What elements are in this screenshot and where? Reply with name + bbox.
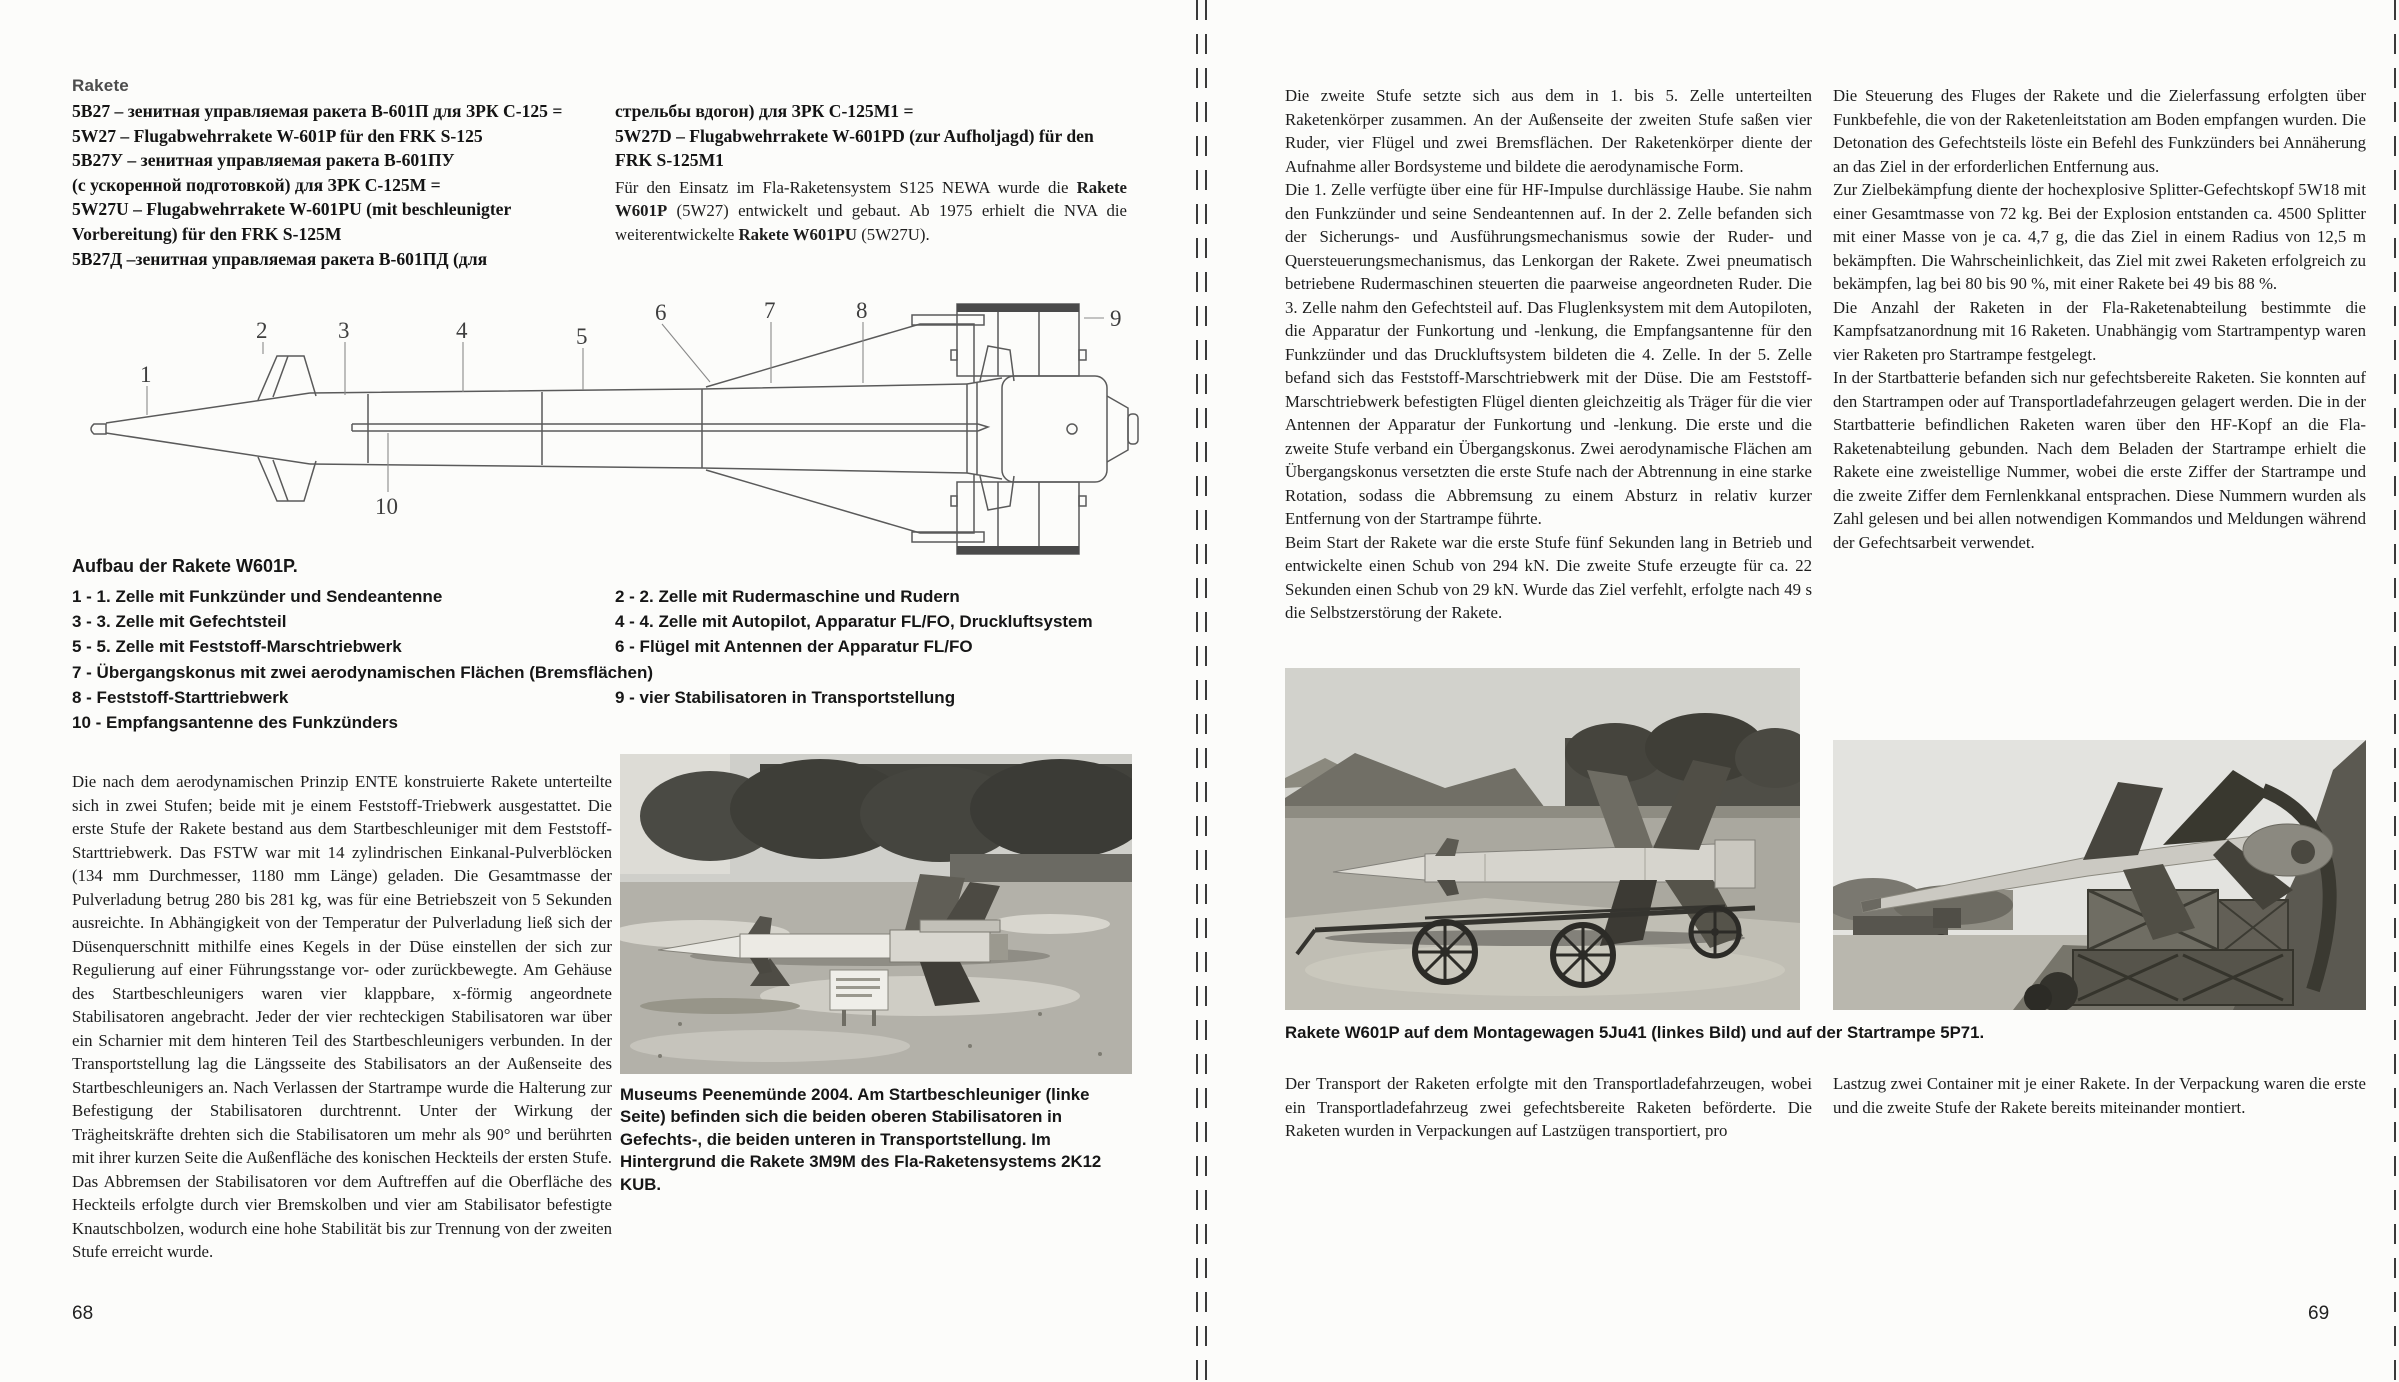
designation-line: 5W27D – Flugabwehrrakete W-601PD (zur Aufholjagd) für den: [615, 125, 1094, 146]
diagram-callout: 6: [655, 300, 667, 325]
diagram-callout: 1: [140, 362, 152, 387]
aufbau-item: 8 - Feststoff-Starttriebwerk: [72, 687, 289, 707]
designation-column-2: [615, 99, 1127, 246]
diagram-callout: 5: [576, 324, 588, 349]
right-column-1: [1285, 84, 1812, 625]
bottom-left-text: Der Transport der Raketen erfolgte mit den Transportladefahrzeugen, wobei ein Transportladefahrzeug zwei gefechtsbereite Raketen beförderte. Die Raketen wurden in Verpackungen auf Lastzügen transportiert, pro: [1285, 1074, 1812, 1140]
museum-photo-art: [620, 754, 1132, 1074]
aufbau-item: 10 - Empfangsantenne des Funkzünders: [72, 713, 398, 733]
diagram-callout: 2: [256, 318, 268, 343]
body-text: Die nach dem aerodynamischen Prinzip ENTE konstruierte Rakete unterteilte sich in zwei Stufen; beide mit je einem Feststoff-Triebwerk ausgestattet. Die erste Stufe der Rakete bestand aus dem Startbeschleuniger mit dem Feststoff-Starttriebwerk. Das FSTW war mit 14 zylindrischen Einkanal-Pulverblöcken (134 mm Durchmesser, 1180 mm Länge) geladen. Die Gesamtmasse der Pulverladung betrug 280 bis 281 kg, was für eine Betriebszeit von 5 Sekunden ausreichte. In Abhängigkeit von der Temperatur der Pulverladung ließ sich der Düsenquerschnitt mithilfe eines Kegels in der Düse einstellen der sich zur Regulierung auf einer Führungsstange vor- oder zurückbewegte. Am Gehäuse des Startbeschleunigers waren vier klappbare, x-förmig angeordnete Stabilisatoren angebracht. Jeder der vier rechteckigen Stabilisatoren war über ein Scharnier mit dem hinteren Teil des Startbeschleunigers verbunden. In der Transportstellung lag die Längsseite des Stabilisators an der Außenseite des Startbeschleunigers an. Nach Verlassen der Startrampe wurde die Halterung zur Befestigung der Stabilisatoren durchtrennt. Unter der Wirkung der Trägheitskräfte drehten sich die Stabilisatoren um mehr als 90° und berührten mit ihrer kurzen Seite die Außenfläche des konischen Heckteils der ersten Stufe. Das Abbremsen der Stabilisatoren vor dem Auftreffen auf die Oberfläche des Heckteils erfolgte durch vier Bremskolben und vier am Stabilisator befestigte Knautschbolzen, wodurch eine hohe Stabilität bis zur Trennung von der zweiten Stufe erreicht wurde.: [72, 772, 612, 1261]
paragraph: Die 1. Zelle verfügte über eine für HF-Impulse durchlässige Haube. Sie nahm den Funkzünder und seine Sendeantennen auf. In der 2. Zelle befanden sich der Sicherungs- und Ausführungsmechanismus sowie der Ruder- und Quersteuerungsmechanismus, das Lenkorgan der Rakete. Zwei pneumatisch betriebene Rudermaschinen steuerten die paarweise angeordneten Ruder. Die 3. Zelle nahm den Gefechtsteil auf. Das Fluglenksystem mit dem Autopiloten, die Apparatur der Funkortung und -lenkung, die Empfangsantenne für den Funkzünder und das Druckluftsystem bildeten die 4. Zelle. In der 5. Zelle befand sich das Feststoff-Marschtriebwerk mit der Düse. Die am Feststoff-Marschtriebwerk befestigten Flügel dienten gleichzeitig als Träger für die vier Antennen der Apparatur der Funkortung und -lenkung. Die erste und die zweite Stufe verband ein Übergangskonus. Zwei aerodynamische Flächen am Übergangskonus versetzten die erste Stufe nach der Abtrennung in eine starke Rotation, sodass die Abbremsung zu einem Absturz in relativ kurzer Entfernung von der Startrampe führte.: [1285, 180, 1812, 528]
photos-caption: Rakete W601P auf dem Montagewagen 5Ju41 (linkes Bild) und auf der Startrampe 5P71.: [1285, 1023, 1985, 1042]
designation-line: 5В27У – зенитная управляемая ракета В-601ПУ: [72, 150, 455, 171]
diagram-callout: 7: [764, 298, 776, 323]
gutter-dashed-line-right: [1205, 0, 1207, 1382]
paragraph: Die Steuerung des Fluges der Rakete und die Zielerfassung erfolgten über Funkbefehle, die von der Raketenleitstation am Boden empfangen wurden. Die Detonation des Gefechtsteils löste ein Befehl des Funkzünders bei Annäherung an das Ziel in der erforderlichen Entfernung aus.: [1833, 86, 2366, 176]
designation-line: 5W27 – Flugabwehrrakete W-601P für den FRK S-125: [72, 125, 483, 146]
designation-line: 5В27Д –зенитная управляемая ракета В-601ПД (для: [72, 248, 488, 269]
designation-line: Vorbereitung) für den FRK S-125M: [72, 223, 342, 244]
rocket-diagram: [72, 296, 1140, 564]
paragraph: In der Startbatterie befanden sich nur gefechtsbereite Raketen. Sie konnten auf den Startrampen oder auf Transportladefahrzeugen gelagert werden. Die in der Startbatterie befindlichen Raketen waren über den HF-Kopf an die Fla-Raketenabteilung gebunden. Nach dem Beladen der Startrampe erhielt die Rakete eine zweistellige Nummer, wobei die erste Ziffer der Startrampe und die zweite Ziffer dem Fernlenkkanal entsprachen. Diese Nummern wurden als Zahl gelesen und bei allen notwendigen Kommandos und Meldungen während der Gefechtsarbeit verwendet.: [1833, 368, 2366, 552]
intro-text: (5W27U).: [857, 224, 930, 244]
paragraph: Beim Start der Rakete war die erste Stufe fünf Sekunden lang in Betrieb und entwickelte einen Schub von 294 kN. Die zweite Stufe erzeugte für ca. 22 Sekunden einen Schub von 29 kN. Wurde das Ziel verfehlt, erfolgte nach 49 s die Selbstzerstörung der Rakete.: [1285, 532, 1812, 622]
aufbau-item: 5 - 5. Zelle mit Feststoff-Marschtriebwerk: [72, 637, 402, 657]
paragraph: Die zweite Stufe setzte sich aus dem in 1. bis 5. Zelle unterteilten Raketenkörper zusammen. An der Außenseite der zweiten Stufe saßen vier Ruder, vier Flügel und zwei Bremsflächen. Der Raketenkörper diente der Aufnahme aller Bordsysteme und bildete die aerodynamische Form.: [1285, 86, 1812, 176]
gutter-dashed-line-left: [1196, 0, 1198, 1382]
aufbau-item: 6 - Flügel mit Antennen der Apparatur FL/FO: [615, 637, 973, 656]
designation-line: FRK S-125M1: [615, 150, 724, 171]
page-number-right: 69: [2308, 1303, 2330, 1324]
intro-bold-rocket-name: Rakete W601P: [615, 177, 1127, 221]
aufbau-item: 4 - 4. Zelle mit Autopilot, Apparatur FL/FO, Druckluftsystem: [615, 612, 1093, 631]
photo-startrampe: [1833, 740, 2366, 1010]
photo-startrampe-art: [1833, 740, 2366, 1010]
diagram-callout: 4: [456, 318, 468, 343]
intro-text: (5W27) entwickelt und gebaut. Ab 1975 erhielt die NVA die weiterentwickelte: [615, 201, 1127, 244]
designation-column-1: [72, 99, 612, 271]
diagram-callout: 10: [375, 494, 398, 519]
diagram-callout: 8: [856, 298, 868, 323]
designation-line: стрельбы вдогон) для ЗРК С-125М1 =: [615, 101, 914, 121]
museum-photo: [620, 754, 1132, 1074]
aufbau-item: 1 - 1. Zelle mit Funkzünder und Sendeantenne: [72, 587, 443, 606]
museum-photo-caption: Museums Peenemünde 2004. Am Startbeschleuniger (linke Seite) befinden sich die beiden oberen Stabilisatoren in Gefechts-, die beiden unteren in Transportstellung. Im Hintergrund die Rakete 3M9M des Fla-Raketensystems 2K12 KUB.: [620, 1085, 1102, 1194]
diagram-callout: 9: [1110, 306, 1122, 331]
bottom-right-text: Lastzug zwei Container mit je einer Rakete. In der Verpackung waren die erste und die zweite Stufe der Rakete bereits miteinander montiert.: [1833, 1074, 2366, 1117]
aufbau-item: 7 - Übergangskonus mit zwei aerodynamischen Flächen (Bremsflächen): [72, 662, 653, 682]
aufbau-list-left: [72, 584, 653, 735]
page-number-left: 68: [72, 1303, 94, 1324]
intro-text: Für den Einsatz im Fla-Raketensystem S125 NEWA wurde die: [615, 177, 1077, 197]
intro-paragraph: [615, 176, 1127, 247]
intro-bold-rocket-name: Rakete W601PU: [738, 224, 858, 244]
photo-montagewagen-art: [1285, 668, 1800, 1010]
aufbau-item: 9 - vier Stabilisatoren in Transportstellung: [615, 688, 956, 707]
rocket-diagram-svg: [72, 296, 1140, 564]
diagram-callout: 3: [338, 318, 350, 343]
aufbau-item: 3 - 3. Zelle mit Gefechtsteil: [72, 612, 287, 632]
paragraph: Die Anzahl der Raketen in der Fla-Raketenabteilung bestimmte die Kampfsatzanordnung mit 16 Raketen. Unabhängig vom Startrampentyp waren vier Raketen pro Startrampe festgelegt.: [1833, 297, 2366, 364]
designation-line: 5W27U – Flugabwehrrakete W-601PU (mit beschleunigter: [72, 199, 512, 220]
page-edge-dashed-line: [2394, 0, 2396, 1382]
aufbau-title: Aufbau der Rakete W601P.: [72, 556, 298, 576]
aufbau-item: 2 - 2. Zelle mit Rudermaschine und Rudern: [615, 587, 960, 606]
photo-montagewagen: [1285, 668, 1800, 1010]
paragraph: Zur Zielbekämpfung diente der hochexplosive Splitter-Gefechtskopf 5W18 mit einer Gesamtmasse von 72 kg. Bei der Explosion entstanden ca. 4500 Splitter mit einer Masse von je ca. 4,7 g, die das Ziel in einem Radius von 12,5 m bekämpften. Die Wahrscheinlichkeit, das Ziel mit zwei Raketen erfolgreich zu bekämpfen, lag bei 80 bis 90 %, mit einer Rakete bei 49 bis 88 %.: [1833, 180, 2366, 293]
designation-line: 5В27 – зенитная управляемая ракета В-601П для ЗРК С-125 =: [72, 101, 563, 121]
designation-line: (с ускоренной подготовкой) для ЗРК С-125М =: [72, 174, 441, 195]
right-column-2: [1833, 84, 2366, 554]
section-header: Rakete: [72, 76, 129, 95]
